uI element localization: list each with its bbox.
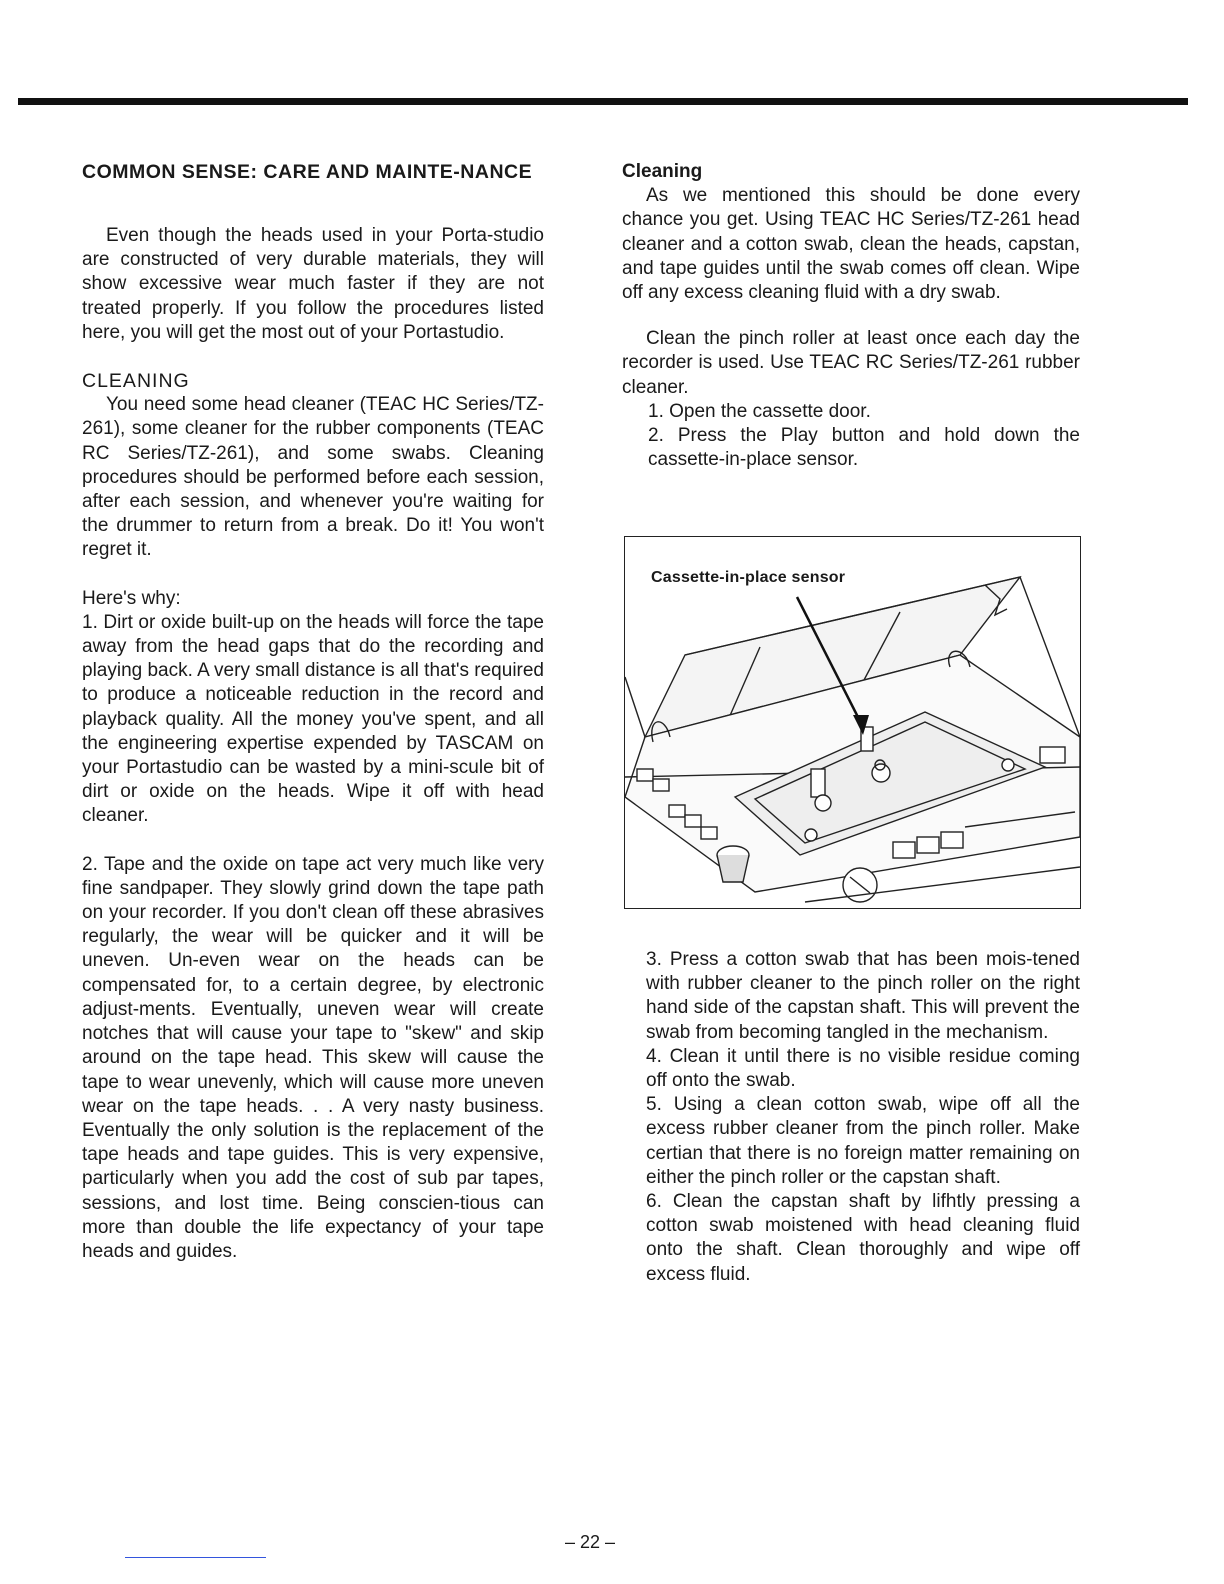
cassette-deck-figure (624, 536, 1081, 909)
cleaning-subheading: Cleaning (622, 161, 703, 182)
left-column (82, 160, 544, 1264)
reason-2-paragraph: 2. Tape and the oxide on tape act very much like very fine sandpaper. They slowly grind down the tape path on your recorder. If you don't clean off these abrasives regularly, the wear will be quicker and it will be uneven. Un-even wear on the heads can be compensated for, to a certain degree, by electronic adjust-ments. Eventually, uneven wear will create notches that will cause your tape to "skew" and skip around on the tape head. This skew will cause the tape to wear unevenly, which will cause more uneven wear on the tape heads. . . A very nasty business. Eventually the only solution is the replacement of the tape heads and tape guides. This is very expensive, particularly when you add the cost of sub par tapes, sessions, and lost time. Being conscien-tious can more than double the life expectancy of your tape heads and guides. (82, 853, 544, 1262)
cleaning-paragraph: You need some head cleaner (TEAC HC Series/TZ-261), some cleaner for the rubber components (TEAC RC Series/TZ-261), and some swabs. Cleaning procedures should be performed before each session, after each session, and whenever you're waiting for the drummer to return from a break. Do it! You won't regret it. (82, 394, 544, 561)
heres-why-label: Here's why: (82, 587, 181, 609)
cleaning-heading: CLEANING (82, 370, 190, 393)
step-5: 5. Using a clean cotton swab, wipe off all the excess rubber cleaner from the pinch roller. Make certian that there is no foreign matter remaining on either the pinch roller or the capstan shaft. (646, 1094, 1080, 1188)
step-2: 2. Press the Play button and hold down the cassette-in-place sensor. (648, 425, 1080, 471)
cassette-deck-illustration (625, 537, 1080, 908)
intro-paragraph: Even though the heads used in your Porta-studio are constructed of very durable materials, they will show excessive wear much faster if they are not treated properly. If you follow the procedures listed here, you will get the most out of your Portastudio. (82, 225, 544, 343)
step-6: 6. Clean the capstan shaft by lifhtly pressing a cotton swab moistened with head cleaning fluid onto the shaft. Clean thoroughly and wipe off excess fluid. (646, 1191, 1080, 1285)
step-1: 1. Open the cassette door. (648, 400, 871, 422)
top-rule (18, 98, 1188, 105)
section-heading: COMMON SENSE: CARE AND MAINTE-NANCE (82, 161, 533, 183)
cleaning-intro-paragraph: As we mentioned this should be done every chance you get. Using TEAC HC Series/TZ-261 head cleaner and a cotton swab, clean the heads, capstan, and tape guides until the swab comes off clean. Wipe off any excess cleaning fluid with a dry swab. (622, 185, 1080, 304)
right-column (622, 160, 1080, 472)
footer-rule (125, 1557, 266, 1558)
right-column-steps (622, 948, 1080, 1287)
reason-1-paragraph: 1. Dirt or oxide built-up on the heads will force the tape away from the head gaps that do the recording and playing back. A very small distance is all that's required to produce a noticeable reduction in the record and playback quality. All the money you've spent, and all the engineering expertise expended by TASCAM on your Portastudio can be wasted by a mini-scule bit of dirt or oxide on the heads. Wipe it off with head cleaner. (82, 611, 544, 827)
step-3: 3. Press a cotton swab that has been mois-tened with rubber cleaner to the pinch roller on the right hand side of the capstan shaft. This will prevent the swab from becoming tangled in the mechanism. (646, 949, 1080, 1043)
figure-label: Cassette-in-place sensor (651, 569, 846, 586)
step-4: 4. Clean it until there is no visible residue coming off onto the swab. (646, 1045, 1080, 1092)
page-number: – 22 – (564, 1532, 616, 1552)
pinch-roller-paragraph: Clean the pinch roller at least once each day the recorder is used. Use TEAC RC Series/TZ-261 rubber cleaner. (622, 328, 1080, 398)
